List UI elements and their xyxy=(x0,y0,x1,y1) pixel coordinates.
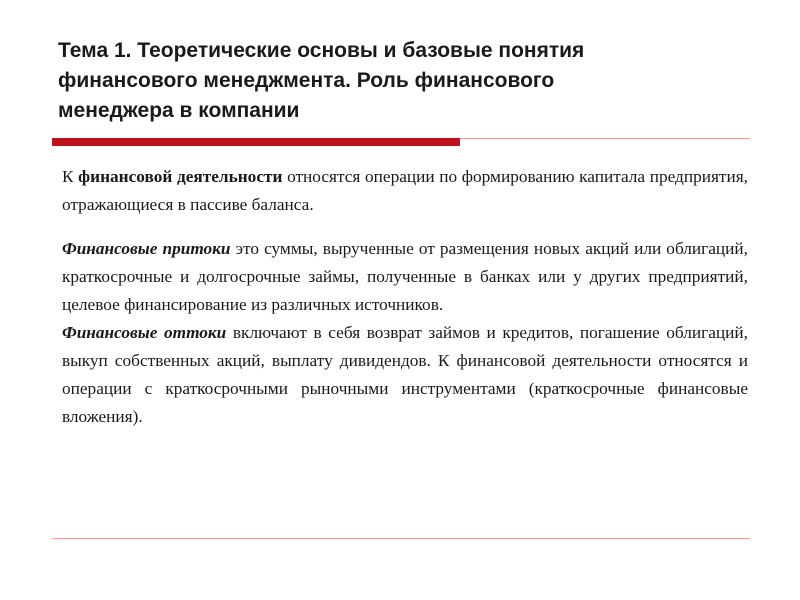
paragraph-prefix: К xyxy=(62,167,79,186)
paragraph-financial-outflows xyxy=(62,319,748,431)
slide-title-line-2: финансового менеджмента. Роль финансового xyxy=(58,69,555,92)
slide-title-line-1: Тема 1. Теоретические основы и базовые понятия xyxy=(58,39,585,62)
slide-body xyxy=(62,163,748,431)
term-financial-activity: финансовой деятельности xyxy=(78,167,283,186)
divider-top xyxy=(460,138,750,139)
paragraph-text: это суммы, вырученные от размещения новых акций или облигаций, краткосрочные и долгосрочные займы, полученные в банках или у других предприятий, целевое финансирование из различных источников. xyxy=(62,239,748,314)
paragraph-text: относятся операции по формированию капитала предприятия, отражающиеся в пассиве баланса. xyxy=(62,167,748,214)
accent-bar xyxy=(52,138,460,146)
term-financial-inflows: Финансовые притоки xyxy=(62,239,231,258)
paragraph-financial-activity xyxy=(62,163,748,219)
paragraph-text: включают в себя возврат займов и кредитов, погашение облигаций, выкуп собственных акций, выплату дивидендов. К финансовой деятельности относятся и операции с краткосрочными рыночными инструментами (краткосрочные финансовые вложения). xyxy=(62,323,748,426)
divider-bottom xyxy=(52,538,750,539)
slide-title-line-3: менеджера в компании xyxy=(58,99,300,122)
slide-title xyxy=(58,36,748,126)
paragraph-financial-inflows xyxy=(62,235,748,319)
term-financial-outflows: Финансовые оттоки xyxy=(62,323,227,342)
